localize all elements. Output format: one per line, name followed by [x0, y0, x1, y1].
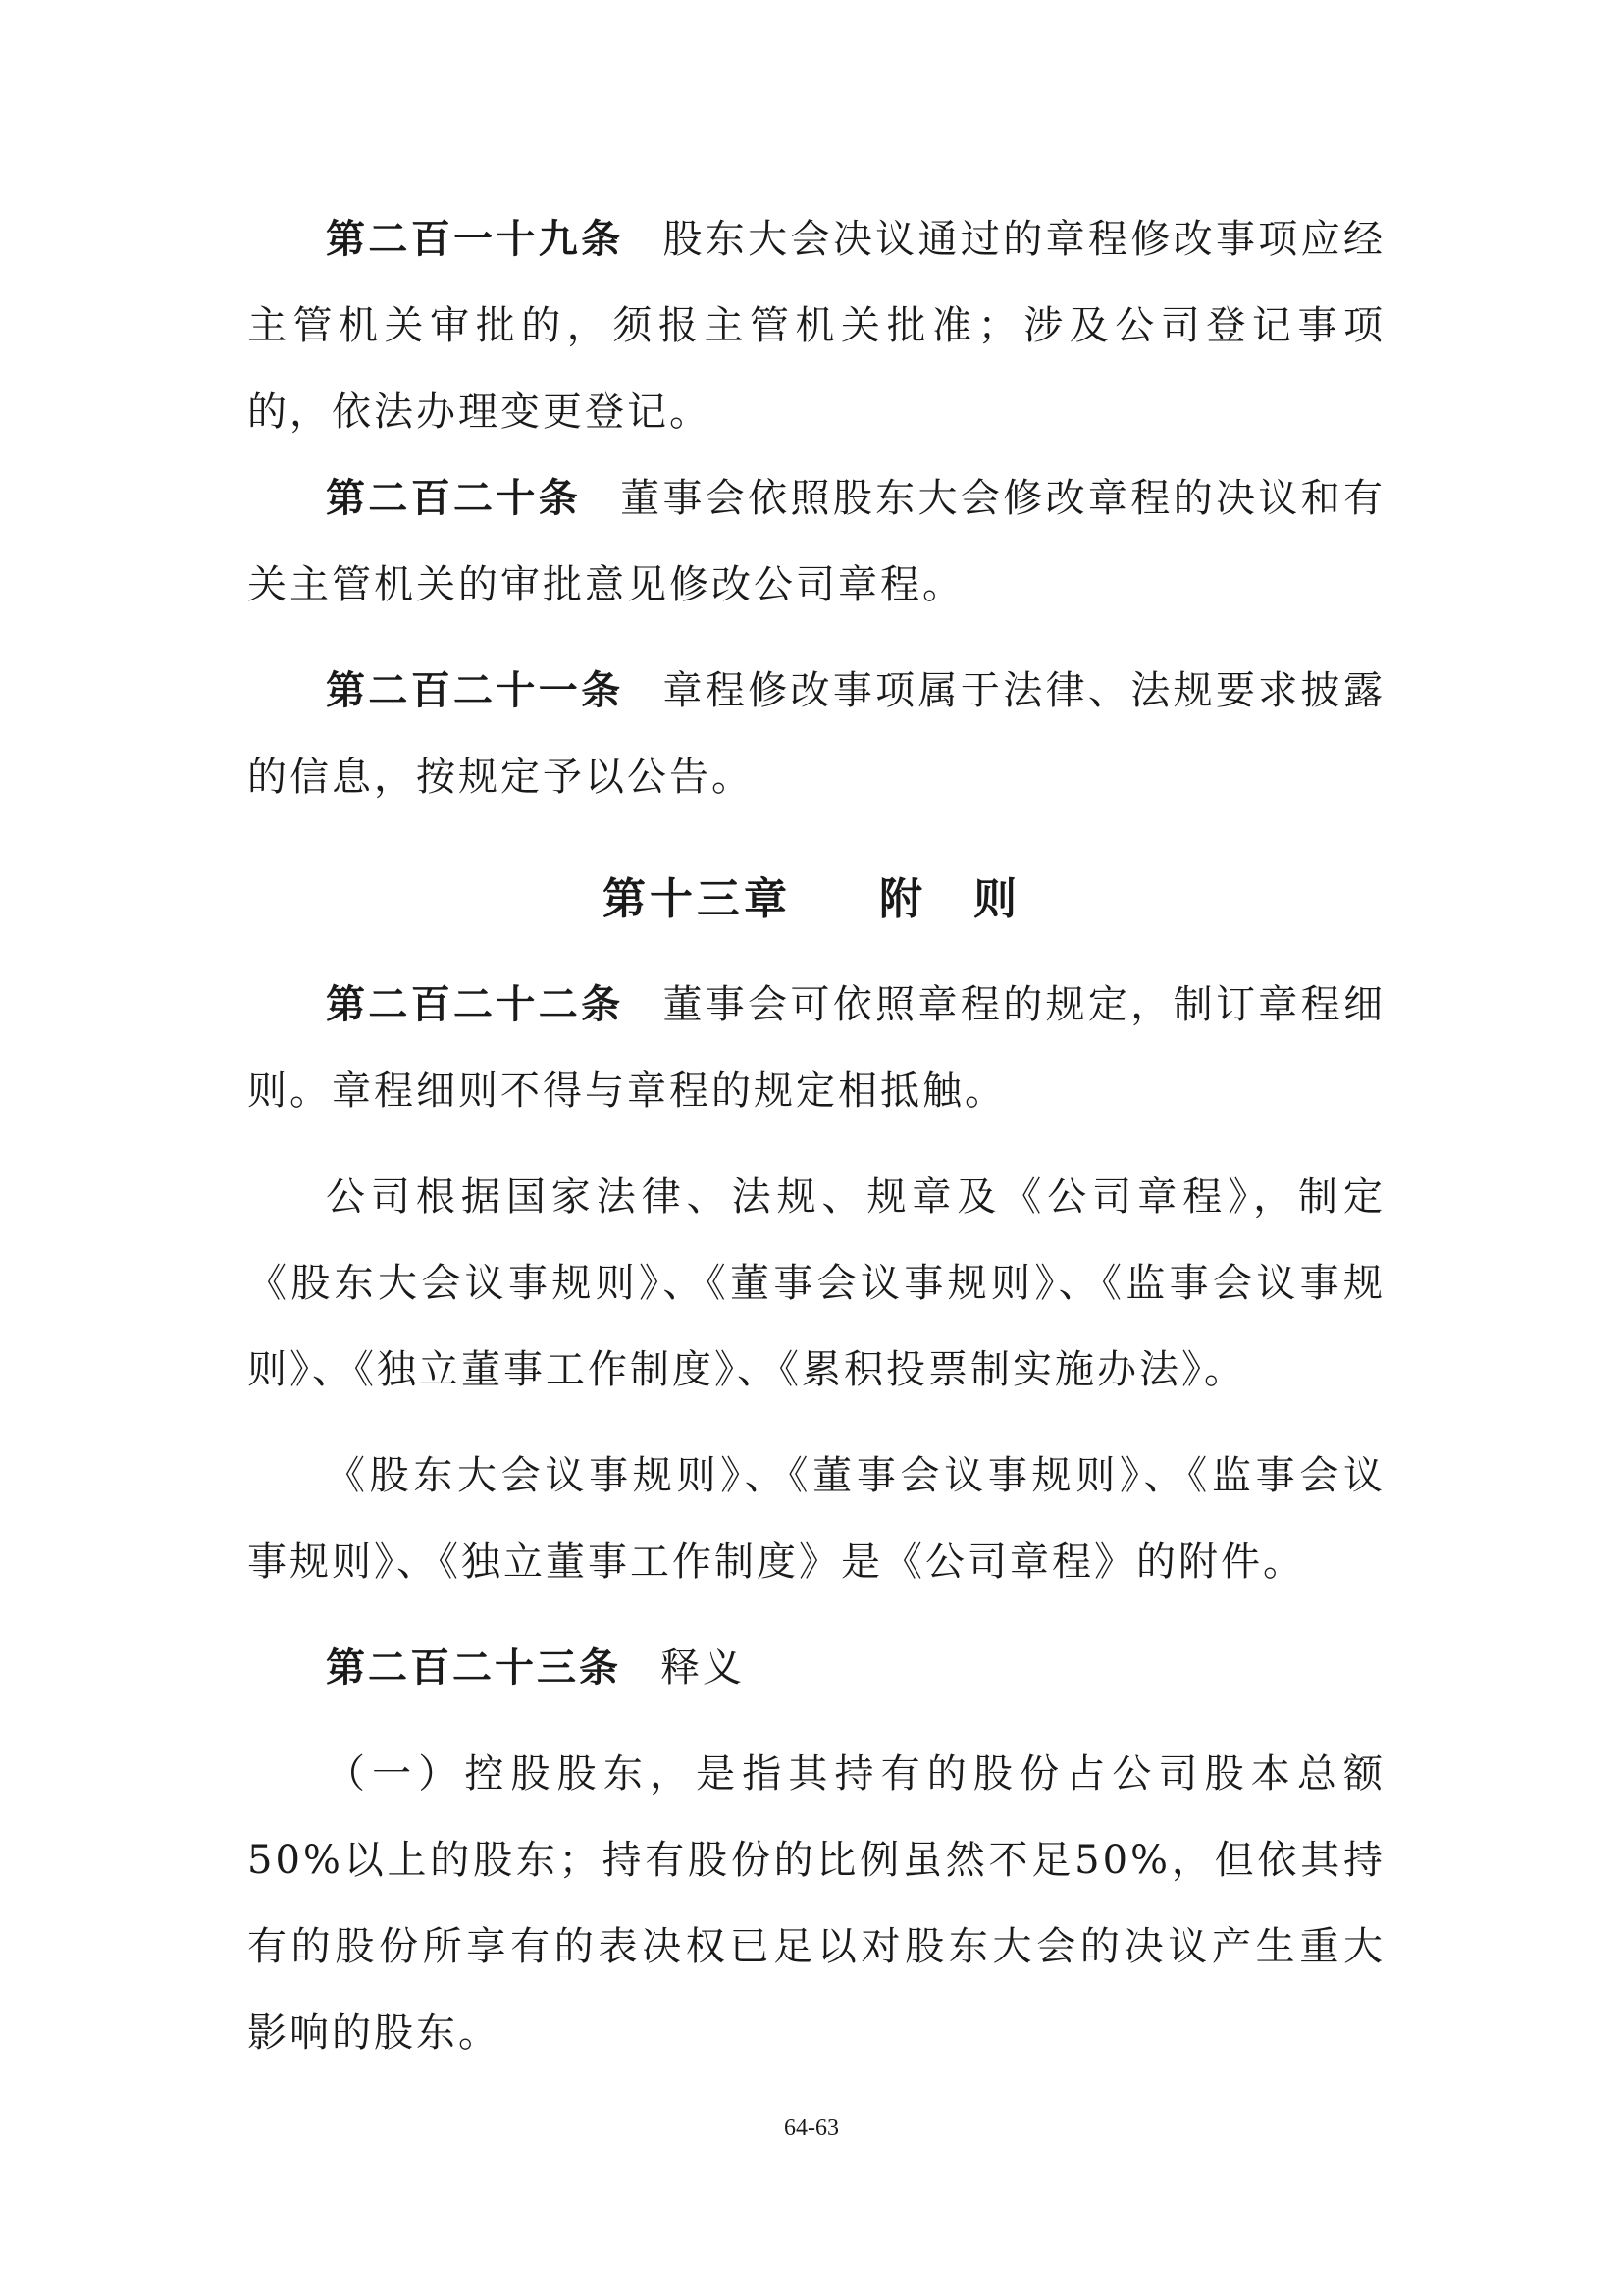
article-223-text: 释义	[660, 1645, 745, 1691]
article-219-number: 第二百一十九条	[326, 216, 624, 262]
article-221-number: 第二百二十一条	[326, 667, 624, 713]
paragraph-rules: 公司根据国家法律、法规、规章及《公司章程》，制定《股东大会议事规则》、《董事会议事规则》、《监事会议事规则》、《独立董事工作制度》、《累积投票制实施办法》。	[247, 1174, 1386, 1392]
page-number: 64-63	[784, 2115, 839, 2141]
paragraph-appendix: 《股东大会议事规则》、《董事会议事规则》、《监事会议事规则》、《独立董事工作制度》是《公司章程》的附件。	[247, 1453, 1386, 1585]
article-221	[247, 648, 1386, 820]
article-220-text: 董事会依照股东大会修改章程的决议和有关主管机关的审批意见修改公司章程。	[247, 476, 1387, 607]
article-219	[247, 196, 1386, 455]
chapter-title: 附 则	[879, 874, 1021, 924]
article-223	[247, 1625, 1386, 1711]
article-220-number: 第二百二十条	[326, 475, 582, 521]
article-221-text: 章程修改事项属于法律、法规要求披露的信息，按规定予以公告。	[247, 668, 1387, 800]
article-223-number: 第二百二十三条	[326, 1644, 621, 1691]
definition-controlling-shareholder: （一）控股股东，是指其持有的股份占公司股本总额50%以上的股东；持有股份的比例虽然不足50%，但依其持有的股份所享有的表决权已足以对股东大会的决议产生重大影响的股东。	[247, 1751, 1386, 2056]
chapter-number: 第十三章	[602, 874, 791, 924]
article-219-text: 股东大会决议通过的章程修改事项应经主管机关审批的，须报主管机关批准；涉及公司登记事项的，依法办理变更登记。	[247, 217, 1387, 435]
article-220	[247, 455, 1386, 628]
article-222-number: 第二百二十二条	[326, 981, 624, 1027]
article-222-text: 董事会可依照章程的规定，制订章程细则。章程细则不得与章程的规定相抵触。	[247, 982, 1387, 1114]
chapter-heading	[0, 863, 1623, 926]
article-222	[247, 962, 1386, 1134]
